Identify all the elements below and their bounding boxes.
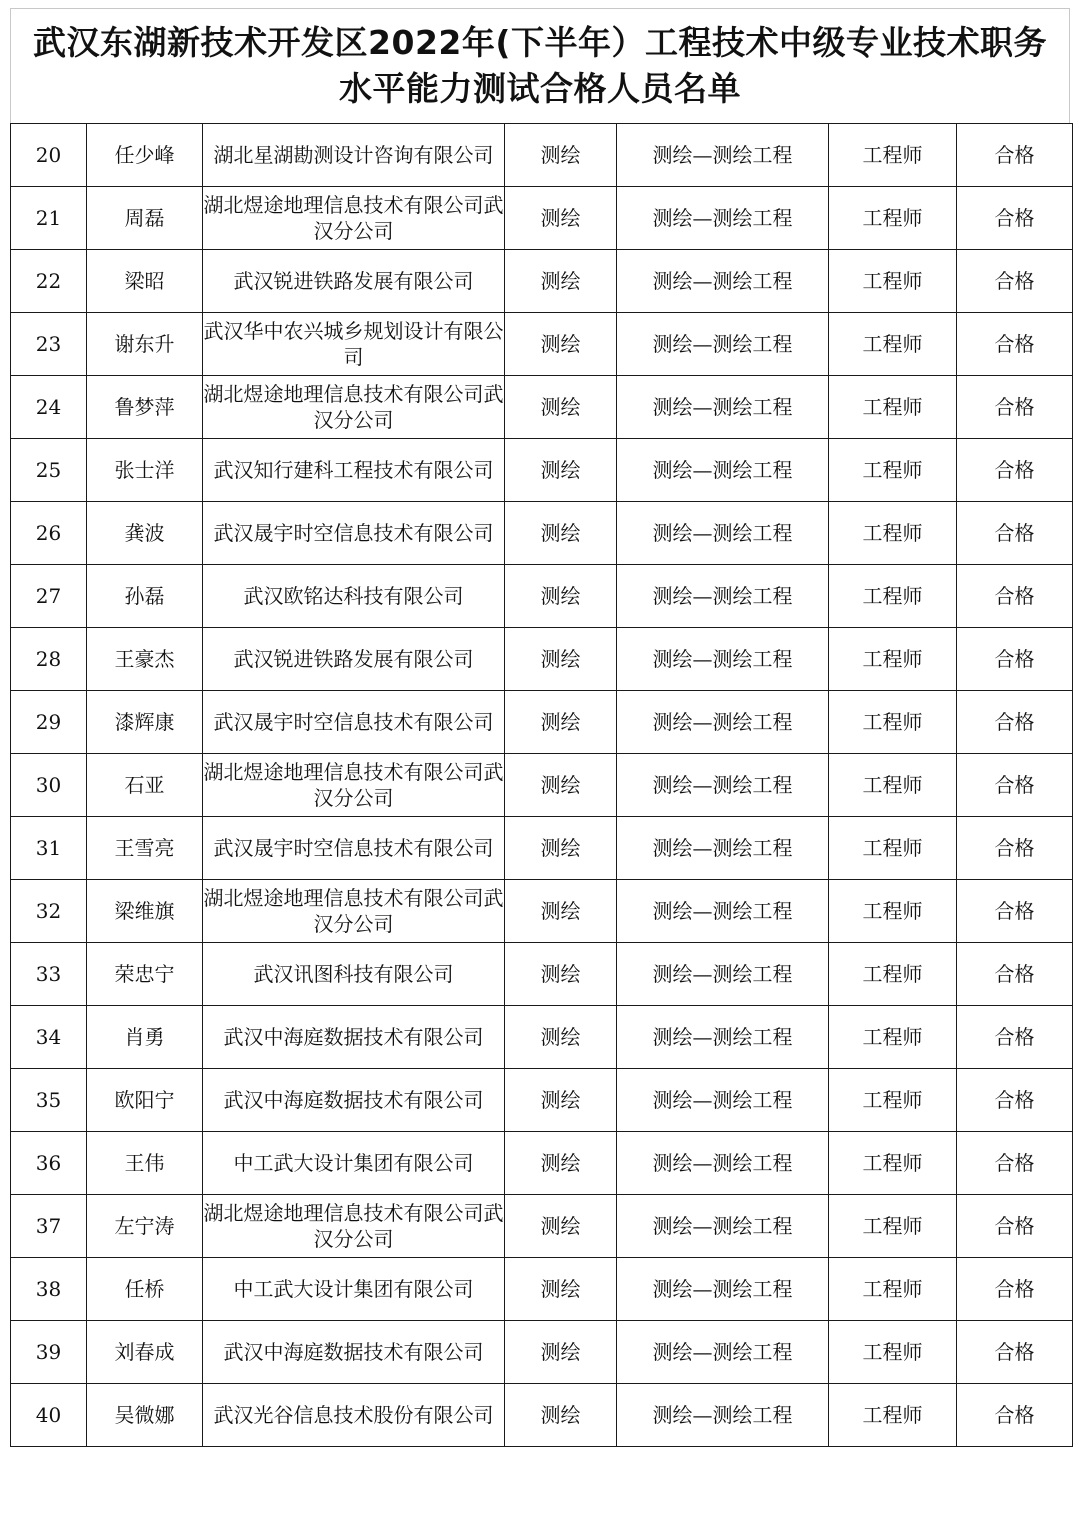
table-row — [11, 691, 1073, 754]
title-level-cell: 工程师 — [829, 943, 957, 1006]
discipline-category-cell: 测绘 — [505, 628, 617, 691]
test-result-cell: 合格 — [957, 1006, 1073, 1069]
person-name-cell: 荣忠宁 — [87, 943, 203, 1006]
row-number-cell: 39 — [11, 1321, 87, 1384]
table-row — [11, 376, 1073, 439]
discipline-category-cell: 测绘 — [505, 1006, 617, 1069]
person-name-cell: 梁昭 — [87, 250, 203, 313]
organization-name-cell: 武汉知行建科工程技术有限公司 — [203, 439, 505, 502]
person-name-cell: 石亚 — [87, 754, 203, 817]
specialty-cell: 测绘—测绘工程 — [617, 1195, 829, 1258]
test-result-cell: 合格 — [957, 754, 1073, 817]
discipline-category-cell: 测绘 — [505, 817, 617, 880]
row-number-cell: 31 — [11, 817, 87, 880]
discipline-category-cell: 测绘 — [505, 880, 617, 943]
row-number-cell: 33 — [11, 943, 87, 1006]
discipline-category-cell: 测绘 — [505, 502, 617, 565]
table-row — [11, 313, 1073, 376]
discipline-category-cell: 测绘 — [505, 1384, 617, 1447]
qualified-personnel-table — [10, 123, 1073, 1447]
test-result-cell: 合格 — [957, 565, 1073, 628]
specialty-cell: 测绘—测绘工程 — [617, 880, 829, 943]
person-name-cell: 左宁涛 — [87, 1195, 203, 1258]
title-level-cell: 工程师 — [829, 1258, 957, 1321]
organization-name-cell: 湖北煜途地理信息技术有限公司武汉分公司 — [203, 1195, 505, 1258]
title-level-cell: 工程师 — [829, 628, 957, 691]
test-result-cell: 合格 — [957, 1069, 1073, 1132]
discipline-category-cell: 测绘 — [505, 376, 617, 439]
organization-name-cell: 湖北煜途地理信息技术有限公司武汉分公司 — [203, 880, 505, 943]
row-number-cell: 23 — [11, 313, 87, 376]
title-level-cell: 工程师 — [829, 250, 957, 313]
title-level-cell: 工程师 — [829, 1321, 957, 1384]
specialty-cell: 测绘—测绘工程 — [617, 502, 829, 565]
discipline-category-cell: 测绘 — [505, 943, 617, 1006]
discipline-category-cell: 测绘 — [505, 1258, 617, 1321]
discipline-category-cell: 测绘 — [505, 754, 617, 817]
test-result-cell: 合格 — [957, 313, 1073, 376]
organization-name-cell: 武汉讯图科技有限公司 — [203, 943, 505, 1006]
document-title-line-1: 武汉东湖新技术开发区2022年(下半年）工程技术中级专业技术职务 — [33, 23, 1047, 62]
person-name-cell: 谢东升 — [87, 313, 203, 376]
person-name-cell: 任少峰 — [87, 124, 203, 187]
title-level-cell: 工程师 — [829, 1006, 957, 1069]
table-body — [11, 124, 1073, 1447]
row-number-cell: 25 — [11, 439, 87, 502]
table-row — [11, 1321, 1073, 1384]
title-level-cell: 工程师 — [829, 1132, 957, 1195]
table-row — [11, 1132, 1073, 1195]
title-level-cell: 工程师 — [829, 880, 957, 943]
organization-name-cell: 武汉晟宇时空信息技术有限公司 — [203, 817, 505, 880]
table-row — [11, 1006, 1073, 1069]
discipline-category-cell: 测绘 — [505, 250, 617, 313]
specialty-cell: 测绘—测绘工程 — [617, 1069, 829, 1132]
test-result-cell: 合格 — [957, 376, 1073, 439]
test-result-cell: 合格 — [957, 691, 1073, 754]
discipline-category-cell: 测绘 — [505, 439, 617, 502]
discipline-category-cell: 测绘 — [505, 124, 617, 187]
person-name-cell: 张士洋 — [87, 439, 203, 502]
row-number-cell: 26 — [11, 502, 87, 565]
title-level-cell: 工程师 — [829, 313, 957, 376]
discipline-category-cell: 测绘 — [505, 1069, 617, 1132]
organization-name-cell: 武汉锐进铁路发展有限公司 — [203, 250, 505, 313]
specialty-cell: 测绘—测绘工程 — [617, 1384, 829, 1447]
specialty-cell: 测绘—测绘工程 — [617, 1321, 829, 1384]
discipline-category-cell: 测绘 — [505, 1195, 617, 1258]
table-row — [11, 754, 1073, 817]
person-name-cell: 漆辉康 — [87, 691, 203, 754]
row-number-cell: 30 — [11, 754, 87, 817]
specialty-cell: 测绘—测绘工程 — [617, 565, 829, 628]
title-level-cell: 工程师 — [829, 1195, 957, 1258]
row-number-cell: 36 — [11, 1132, 87, 1195]
row-number-cell: 35 — [11, 1069, 87, 1132]
person-name-cell: 肖勇 — [87, 1006, 203, 1069]
organization-name-cell: 武汉华中农兴城乡规划设计有限公司 — [203, 313, 505, 376]
organization-name-cell: 湖北煜途地理信息技术有限公司武汉分公司 — [203, 754, 505, 817]
test-result-cell: 合格 — [957, 502, 1073, 565]
organization-name-cell: 武汉中海庭数据技术有限公司 — [203, 1006, 505, 1069]
test-result-cell: 合格 — [957, 439, 1073, 502]
test-result-cell: 合格 — [957, 628, 1073, 691]
row-number-cell: 21 — [11, 187, 87, 250]
row-number-cell: 37 — [11, 1195, 87, 1258]
table-row — [11, 1069, 1073, 1132]
test-result-cell: 合格 — [957, 187, 1073, 250]
organization-name-cell: 武汉晟宇时空信息技术有限公司 — [203, 691, 505, 754]
test-result-cell: 合格 — [957, 1321, 1073, 1384]
title-level-cell: 工程师 — [829, 502, 957, 565]
title-level-cell: 工程师 — [829, 439, 957, 502]
discipline-category-cell: 测绘 — [505, 1321, 617, 1384]
organization-name-cell: 湖北煜途地理信息技术有限公司武汉分公司 — [203, 187, 505, 250]
specialty-cell: 测绘—测绘工程 — [617, 187, 829, 250]
specialty-cell: 测绘—测绘工程 — [617, 124, 829, 187]
organization-name-cell: 武汉晟宇时空信息技术有限公司 — [203, 502, 505, 565]
person-name-cell: 任桥 — [87, 1258, 203, 1321]
document-header — [10, 8, 1070, 123]
title-level-cell: 工程师 — [829, 754, 957, 817]
specialty-cell: 测绘—测绘工程 — [617, 1006, 829, 1069]
row-number-cell: 20 — [11, 124, 87, 187]
row-number-cell: 34 — [11, 1006, 87, 1069]
person-name-cell: 欧阳宁 — [87, 1069, 203, 1132]
table-row — [11, 1258, 1073, 1321]
row-number-cell: 22 — [11, 250, 87, 313]
document-title-line-2: 水平能力测试合格人员名单 — [339, 69, 741, 108]
organization-name-cell: 湖北星湖勘测设计咨询有限公司 — [203, 124, 505, 187]
table-row — [11, 187, 1073, 250]
specialty-cell: 测绘—测绘工程 — [617, 628, 829, 691]
row-number-cell: 28 — [11, 628, 87, 691]
test-result-cell: 合格 — [957, 250, 1073, 313]
title-level-cell: 工程师 — [829, 187, 957, 250]
discipline-category-cell: 测绘 — [505, 187, 617, 250]
title-level-cell: 工程师 — [829, 565, 957, 628]
discipline-category-cell: 测绘 — [505, 565, 617, 628]
organization-name-cell: 湖北煜途地理信息技术有限公司武汉分公司 — [203, 376, 505, 439]
row-number-cell: 24 — [11, 376, 87, 439]
person-name-cell: 梁维旗 — [87, 880, 203, 943]
test-result-cell: 合格 — [957, 880, 1073, 943]
organization-name-cell: 武汉欧铭达科技有限公司 — [203, 565, 505, 628]
specialty-cell: 测绘—测绘工程 — [617, 754, 829, 817]
title-level-cell: 工程师 — [829, 691, 957, 754]
person-name-cell: 吴微娜 — [87, 1384, 203, 1447]
person-name-cell: 周磊 — [87, 187, 203, 250]
table-row — [11, 439, 1073, 502]
table-row — [11, 124, 1073, 187]
row-number-cell: 38 — [11, 1258, 87, 1321]
title-level-cell: 工程师 — [829, 1384, 957, 1447]
specialty-cell: 测绘—测绘工程 — [617, 1132, 829, 1195]
person-name-cell: 龚波 — [87, 502, 203, 565]
table-row — [11, 1195, 1073, 1258]
organization-name-cell: 武汉光谷信息技术股份有限公司 — [203, 1384, 505, 1447]
test-result-cell: 合格 — [957, 1258, 1073, 1321]
test-result-cell: 合格 — [957, 1132, 1073, 1195]
organization-name-cell: 武汉中海庭数据技术有限公司 — [203, 1069, 505, 1132]
test-result-cell: 合格 — [957, 943, 1073, 1006]
title-level-cell: 工程师 — [829, 817, 957, 880]
title-level-cell: 工程师 — [829, 1069, 957, 1132]
organization-name-cell: 武汉锐进铁路发展有限公司 — [203, 628, 505, 691]
table-row — [11, 943, 1073, 1006]
table-row — [11, 502, 1073, 565]
specialty-cell: 测绘—测绘工程 — [617, 817, 829, 880]
discipline-category-cell: 测绘 — [505, 1132, 617, 1195]
person-name-cell: 孙磊 — [87, 565, 203, 628]
specialty-cell: 测绘—测绘工程 — [617, 250, 829, 313]
organization-name-cell: 中工武大设计集团有限公司 — [203, 1132, 505, 1195]
title-level-cell: 工程师 — [829, 124, 957, 187]
test-result-cell: 合格 — [957, 1195, 1073, 1258]
row-number-cell: 29 — [11, 691, 87, 754]
specialty-cell: 测绘—测绘工程 — [617, 691, 829, 754]
table-row — [11, 817, 1073, 880]
table-row — [11, 250, 1073, 313]
organization-name-cell: 武汉中海庭数据技术有限公司 — [203, 1321, 505, 1384]
discipline-category-cell: 测绘 — [505, 313, 617, 376]
table-row — [11, 565, 1073, 628]
organization-name-cell: 中工武大设计集团有限公司 — [203, 1258, 505, 1321]
row-number-cell: 40 — [11, 1384, 87, 1447]
test-result-cell: 合格 — [957, 1384, 1073, 1447]
table-row — [11, 880, 1073, 943]
specialty-cell: 测绘—测绘工程 — [617, 376, 829, 439]
person-name-cell: 鲁梦萍 — [87, 376, 203, 439]
person-name-cell: 王伟 — [87, 1132, 203, 1195]
table-row — [11, 628, 1073, 691]
discipline-category-cell: 测绘 — [505, 691, 617, 754]
test-result-cell: 合格 — [957, 124, 1073, 187]
row-number-cell: 32 — [11, 880, 87, 943]
specialty-cell: 测绘—测绘工程 — [617, 1258, 829, 1321]
table-row — [11, 1384, 1073, 1447]
specialty-cell: 测绘—测绘工程 — [617, 439, 829, 502]
specialty-cell: 测绘—测绘工程 — [617, 943, 829, 1006]
person-name-cell: 王豪杰 — [87, 628, 203, 691]
person-name-cell: 刘春成 — [87, 1321, 203, 1384]
specialty-cell: 测绘—测绘工程 — [617, 313, 829, 376]
row-number-cell: 27 — [11, 565, 87, 628]
test-result-cell: 合格 — [957, 817, 1073, 880]
title-level-cell: 工程师 — [829, 376, 957, 439]
person-name-cell: 王雪亮 — [87, 817, 203, 880]
